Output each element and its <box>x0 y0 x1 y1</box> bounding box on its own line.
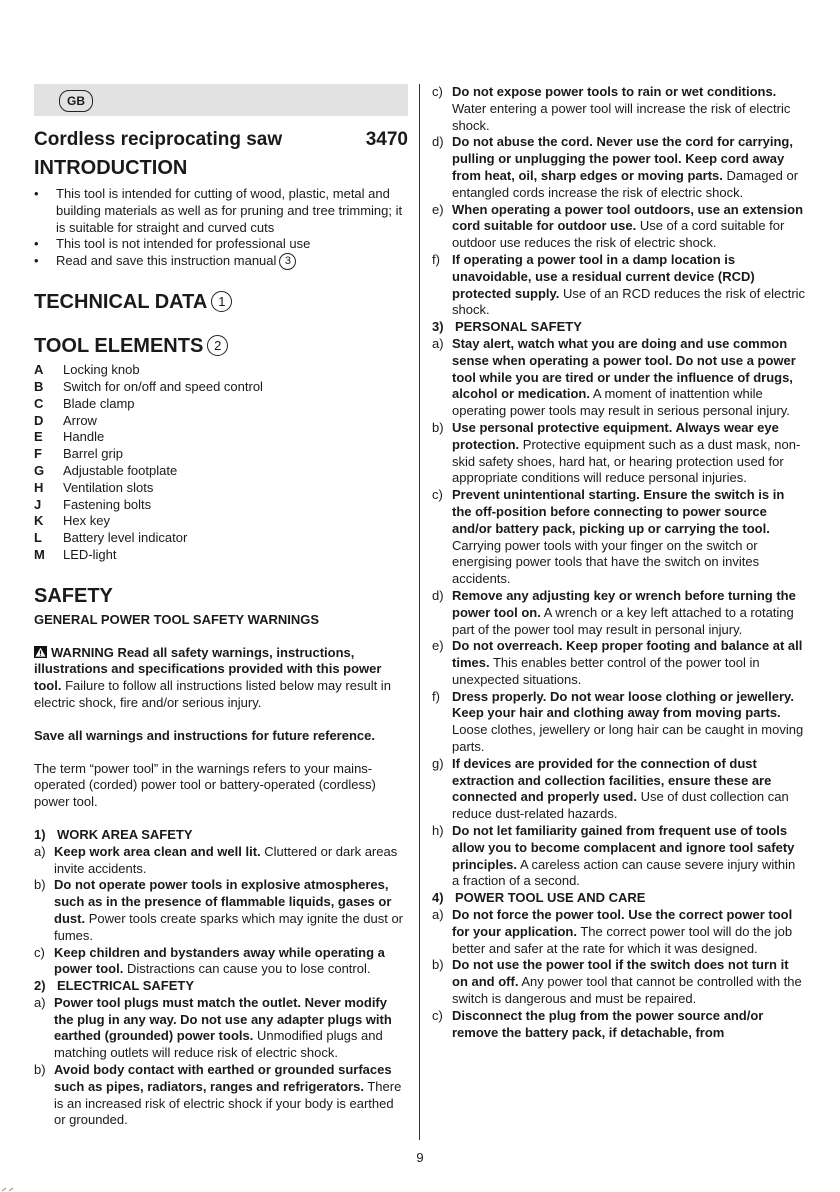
language-badge: GB <box>59 90 93 112</box>
tool-element-row <box>34 463 408 480</box>
safety-item-bold: Do not let familiarity gained from frequent use of tools allow you to become complacent and ignore tool safety principles. <box>452 823 795 872</box>
safety-item-bold: Do not operate power tools in explosive atmospheres, such as in the presence of flammable liquids, gases or dust. <box>54 877 392 926</box>
tool-element-label: Barrel grip <box>63 446 123 462</box>
safety-item-text <box>452 202 806 252</box>
tool-element-letter: L <box>34 530 42 546</box>
safety-item-letter: h) <box>432 823 444 839</box>
tool-element-letter: A <box>34 362 44 378</box>
safety-item-letter: a) <box>34 994 46 1010</box>
safety-item-letter: c) <box>432 84 443 99</box>
safety-item <box>432 202 806 252</box>
tool-element-label: Adjustable footplate <box>63 462 178 478</box>
tool-element-label: LED-light <box>63 546 117 562</box>
safety-item-bold: Avoid body contact with earthed or grounded surfaces such as pipes, radiators, ranges and refrigerators. <box>54 1062 392 1094</box>
safety-item-text <box>452 134 806 201</box>
safety-item-letter: c) <box>432 487 443 503</box>
tool-element-letter: C <box>34 395 44 411</box>
section-title: POWER TOOL USE AND CARE <box>455 890 646 906</box>
language-bar <box>34 84 408 116</box>
introduction-heading: INTRODUCTION <box>34 157 188 179</box>
safety-item-letter: e) <box>432 638 444 654</box>
safety-item-body: Use of a cord suitable for outdoor use reduces the risk of electric shock. <box>452 218 785 251</box>
safety-item-text <box>452 756 806 823</box>
safety-item <box>432 134 806 201</box>
section-number: 3) <box>432 319 444 335</box>
safety-item-body: Cluttered or dark areas invite accidents. <box>54 843 398 876</box>
safety-item <box>432 252 806 319</box>
right-sections <box>432 84 806 1041</box>
safety-item-body: Carrying power tools with your finger on the switch or energising power tools that have the switch on invites accidents. <box>452 537 760 587</box>
tool-element-row <box>34 413 408 430</box>
tool-element-row <box>34 530 408 547</box>
safety-item-bold: Do not expose power tools to rain or wet conditions. <box>452 84 777 99</box>
warning-text: Failure to follow all instructions listed below may result in electric shock, fire and/or serious injury. <box>34 678 391 710</box>
safety-item <box>432 336 806 420</box>
safety-item-text <box>452 689 806 756</box>
safety-item-body: There is an increased risk of electric shock if your body is earthed or grounded. <box>54 1078 402 1128</box>
safety-item <box>432 689 806 756</box>
safety-item-body: Loose clothes, jewellery or long hair can be caught in moving parts. <box>452 722 804 755</box>
safety-item <box>432 84 806 134</box>
section-heading-s3 <box>432 319 806 336</box>
safety-item-text <box>452 1008 806 1042</box>
safety-item <box>432 638 806 688</box>
safety-item-bold: If devices are provided for the connection of dust extraction and collection facilities, ensure these are connected and properly used. <box>452 755 772 805</box>
safety-item-text <box>54 945 408 979</box>
intro-bullet: • This tool is intended for cutting of wood, plastic, metal and building materials as well as for pruning and tree trimming; it is suitable for straight and curved cuts <box>34 186 408 236</box>
safety-item-letter: c) <box>432 1007 443 1023</box>
warning-triangle-icon <box>34 646 47 658</box>
safety-item-text <box>54 995 408 1062</box>
safety-item-body: Distractions can cause you to lose control. <box>126 961 371 977</box>
tool-element-row <box>34 513 408 530</box>
tool-element-label: Fastening bolts <box>63 496 152 512</box>
safety-item-body: Power tools create sparks which may ignite the dust or fumes. <box>54 910 403 943</box>
tool-elements-heading-text: TOOL ELEMENTS <box>34 335 204 358</box>
tool-element-label: Switch for on/off and speed control <box>63 378 263 394</box>
safety-item <box>34 945 408 979</box>
safety-item-text <box>452 84 806 134</box>
safety-item-body: Use of dust collection can reduce dust-related hazards. <box>452 789 789 822</box>
technical-data-heading-text: TECHNICAL DATA <box>34 291 208 314</box>
right-column <box>432 84 806 1041</box>
tool-element-row <box>34 547 408 564</box>
safety-item-bold: When operating a power tool outdoors, use an extension cord suitable for outdoor use. <box>452 201 804 234</box>
safety-item-text <box>452 907 806 957</box>
safety-item-text <box>452 638 806 688</box>
save-note: Save all warnings and instructions for future reference. <box>34 727 375 743</box>
safety-item-body: Protective equipment such as a dust mask, non-skid safety shoes, hard hat, or hearing protection used for appropriate conditions will reduce personal injuries. <box>452 436 801 486</box>
technical-data-heading <box>34 290 408 314</box>
tool-element-label: Battery level indicator <box>63 530 188 546</box>
safety-item-body: Use of an RCD reduces the risk of electric shock. <box>452 285 806 318</box>
safety-item <box>34 877 408 944</box>
safety-item-text <box>452 487 806 588</box>
tool-element-letter: K <box>34 513 44 529</box>
safety-item <box>432 588 806 638</box>
safety-item-letter: a) <box>432 335 444 351</box>
tool-element-letter: D <box>34 412 44 428</box>
safety-item-body: Damaged or entangled cords increase the risk of electric shock. <box>452 167 799 200</box>
tool-element-letter: F <box>34 446 42 462</box>
safety-item-body: Any power tool that cannot be controlled with the switch is dangerous and must be repaired. <box>452 974 802 1007</box>
safety-item-bold: Keep children and bystanders away while operating a power tool. <box>54 944 385 977</box>
safety-item-letter: f) <box>432 251 440 267</box>
safety-item <box>432 1008 806 1042</box>
safety-item-text <box>452 336 806 420</box>
safety-item-text <box>452 588 806 638</box>
safety-item-body: The correct power tool will do the job better and safer at the rate for which it was designed. <box>452 923 793 956</box>
safety-item-letter: b) <box>432 419 444 435</box>
tool-element-letter: H <box>34 479 44 495</box>
section-title: WORK AREA SAFETY <box>57 826 193 842</box>
tool-element-label: Hex key <box>63 513 110 529</box>
warning-bold-text: WARNING Read all safety warnings, instructions, illustrations and specifications provided with this power tool. <box>34 644 382 694</box>
intro-bullet: • This tool is not intended for professional use <box>34 236 408 253</box>
safety-item-text <box>54 1062 408 1129</box>
safety-item-letter: b) <box>34 1062 46 1078</box>
figure-ref-3: 3 <box>279 253 296 270</box>
safety-item-letter: e) <box>432 201 444 217</box>
safety-item <box>432 957 806 1007</box>
section-number: 2) <box>34 978 46 994</box>
section-heading-s1 <box>34 827 408 844</box>
tool-element-label: Arrow <box>63 412 97 428</box>
safety-item-bold: Do not force the power tool. Use the correct power tool for your application. <box>452 907 793 939</box>
safety-item-body: A careless action can cause severe injury within a fraction of a second. <box>452 856 796 889</box>
safety-item-body: This enables better control of the power tool in unexpected situations. <box>452 655 760 687</box>
safety-item-letter: c) <box>34 944 45 960</box>
warning-paragraph <box>34 645 408 712</box>
page-number: 9 <box>416 1150 424 1165</box>
safety-item-bold: Remove any adjusting key or wrench before turning the power tool on. <box>452 587 796 620</box>
safety-item <box>432 756 806 823</box>
safety-item-bold: If operating a power tool in a damp location is unavoidable, use a residual current device (RCD) protected supply. <box>452 251 755 301</box>
safety-item <box>34 844 408 878</box>
column-divider <box>419 84 420 1140</box>
safety-heading: SAFETY <box>34 584 113 607</box>
safety-item-bold: Dress properly. Do not wear loose clothing or jewellery. Keep your hair and clothing away from moving parts. <box>452 688 794 721</box>
figure-ref-2: 2 <box>207 335 228 356</box>
safety-item-letter: d) <box>432 134 444 150</box>
tool-elements-list <box>34 362 408 564</box>
introduction-list <box>34 186 408 270</box>
safety-subheading: GENERAL POWER TOOL SAFETY WARNINGS <box>34 611 320 627</box>
section-title: PERSONAL SAFETY <box>455 319 582 335</box>
tool-element-label: Locking knob <box>63 362 140 378</box>
safety-item-bold: Do not overreach. Keep proper footing and balance at all times. <box>452 638 803 671</box>
tool-element-row <box>34 362 408 379</box>
safety-item-letter: a) <box>34 843 46 859</box>
safety-item-letter: g) <box>432 755 444 771</box>
safety-item-body: A moment of inattention while operating power tools may result in serious personal injury. <box>452 386 790 419</box>
section-number: 1) <box>34 826 46 842</box>
print-crop-mark <box>0 1186 30 1192</box>
left-column <box>34 84 408 1129</box>
tool-element-row <box>34 497 408 514</box>
section-title: ELECTRICAL SAFETY <box>57 978 194 994</box>
tool-element-label: Ventilation slots <box>63 479 154 495</box>
left-sections <box>34 827 408 1129</box>
safety-item-text <box>54 877 408 944</box>
safety-item-letter: b) <box>34 877 46 893</box>
tool-element-letter: G <box>34 462 45 478</box>
tool-element-letter: E <box>34 429 43 445</box>
tool-element-row <box>34 480 408 497</box>
tool-elements-heading <box>34 334 408 358</box>
tool-element-letter: J <box>34 496 42 512</box>
title-row <box>34 128 408 152</box>
safety-item <box>34 1062 408 1129</box>
tool-element-row <box>34 446 408 463</box>
safety-item-bold: Power tool plugs must match the outlet. Never modify the plug in any way. Do not use any adapter plugs with earthed (grounded) power tools. <box>54 994 392 1044</box>
safety-item-bold: Do not use the power tool if the switch does not turn it on and off. <box>452 957 789 990</box>
figure-ref-1: 1 <box>211 291 232 312</box>
safety-item-body: A wrench or a key left attached to a rotating part of the power tool may result in personal injury. <box>452 604 794 637</box>
tool-element-row <box>34 429 408 446</box>
safety-item <box>432 907 806 957</box>
safety-item-bold: Stay alert, watch what you are doing and use common sense when operating a power tool. Do not use a power tool while you are tired or under the influence of drugs, alcohol or medication. <box>452 335 796 402</box>
safety-item-text <box>452 252 806 319</box>
safety-item-text <box>452 823 806 890</box>
product-title: Cordless reciprocating saw <box>34 129 283 150</box>
tool-element-letter: M <box>34 546 45 562</box>
safety-item-letter: a) <box>432 907 444 923</box>
safety-item-text <box>452 957 806 1007</box>
section-heading-s2 <box>34 978 408 995</box>
section-heading-s4 <box>432 890 806 907</box>
safety-item-bold: Do not abuse the cord. Never use the cord for carrying, pulling or unplugging the power tool. Keep cord away from heat, oil, sharp edges or moving parts. <box>452 134 793 183</box>
tool-element-label: Blade clamp <box>63 395 135 411</box>
safety-item <box>432 420 806 487</box>
model-number: 3470 <box>365 129 408 150</box>
safety-item <box>34 995 408 1062</box>
tool-element-label: Handle <box>63 429 105 445</box>
tool-element-row <box>34 396 408 413</box>
intro-bullet <box>34 253 408 270</box>
safety-item-bold: Keep work area clean and well lit. <box>54 843 261 859</box>
safety-item-letter: b) <box>432 957 444 973</box>
safety-item-letter: f) <box>432 688 440 704</box>
safety-item-text <box>452 420 806 487</box>
safety-item-body: Unmodified plugs and matching outlets will reduce risk of electric shock. <box>54 1028 383 1061</box>
intro-bullet-text: Read and save this instruction manual <box>56 253 277 269</box>
safety-item-body: Water entering a power tool will increase the risk of electric shock. <box>452 100 791 133</box>
safety-item-bold: Use personal protective equipment. Always wear eye protection. <box>452 419 779 452</box>
section-number: 4) <box>432 890 444 906</box>
tool-element-letter: B <box>34 378 44 394</box>
safety-item-bold: Disconnect the plug from the power source and/or remove the battery pack, if detachable, from <box>452 1007 764 1040</box>
safety-item-bold: Prevent unintentional starting. Ensure the switch is in the off-position before connecting to power source and/or battery pack, picking up or carrying the tool. <box>452 487 785 536</box>
safety-item <box>432 823 806 890</box>
safety-item <box>432 487 806 588</box>
safety-item-text <box>54 844 408 878</box>
safety-item-letter: d) <box>432 587 444 603</box>
term-note: The term “power tool” in the warnings refers to your mains-operated (corded) power tool or battery-operated (cordless) power tool. <box>34 760 376 810</box>
tool-element-row <box>34 379 408 396</box>
